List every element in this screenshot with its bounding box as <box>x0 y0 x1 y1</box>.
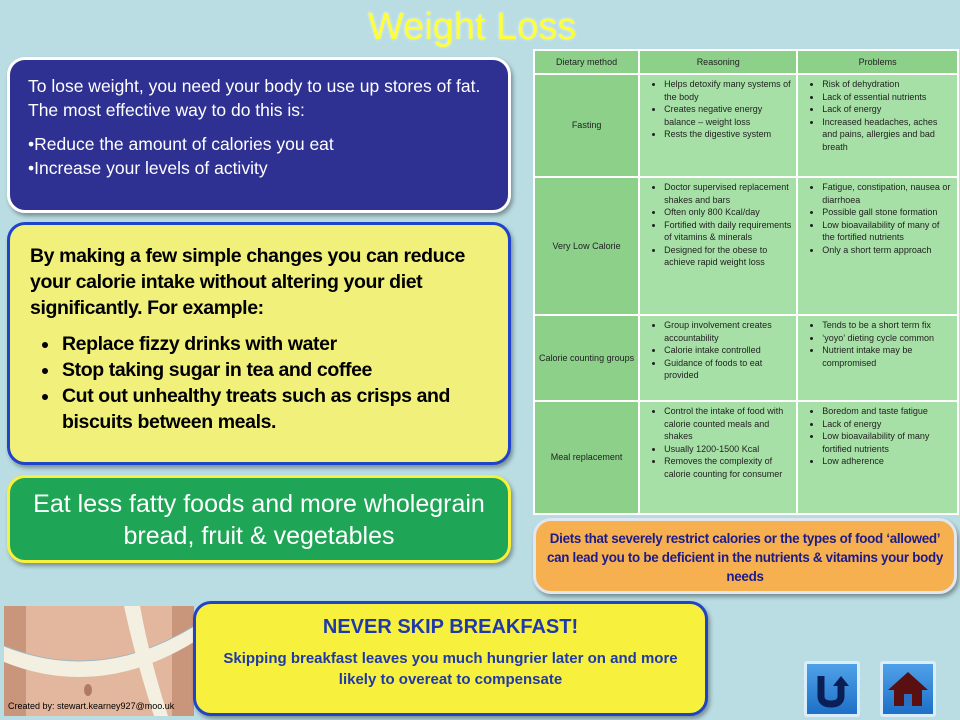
reasoning-item: • Group involvement creates accountability <box>664 319 792 344</box>
credit-text: Created by: stewart.kearney927@moo.uk <box>8 701 175 711</box>
method-cell: Fasting <box>534 74 639 177</box>
simple-changes-heading: By making a few simple changes you can reduce your calorie intake without altering your diet significantly. For example: <box>30 245 465 319</box>
diet-methods-table-container <box>533 49 959 511</box>
tape-measure-illustration <box>4 606 194 716</box>
reasoning-item: • Helps detoxify many systems of the body <box>664 78 792 103</box>
problems-cell <box>797 177 958 315</box>
problem-item: • Only a short term approach <box>822 244 953 257</box>
table-row-calorie-counting <box>534 315 958 401</box>
problem-item: • Lack of energy <box>822 103 953 116</box>
nutrient-warning-box <box>533 518 957 594</box>
simple-changes-list <box>30 331 494 435</box>
nutrient-warning-text: Diets that severely restrict calories or the types of food ‘allowed’ can lead you to be deficient in the nutrients & vitamins your body needs <box>546 531 944 584</box>
problem-item: • Increased headaches, aches and pains, allergies and bad breath <box>822 116 953 154</box>
intro-box <box>7 57 511 213</box>
reasoning-item: • Rests the digestive system <box>664 128 792 141</box>
reasoning-item: • Calorie intake controlled <box>664 344 792 357</box>
problem-item: • Lack of essential nutrients <box>822 91 953 104</box>
problem-item: • Lack of energy <box>822 418 953 431</box>
problem-item: • Possible gall stone formation <box>822 206 953 219</box>
problem-item: • Risk of dehydration <box>822 78 953 91</box>
table-header-row <box>534 50 958 74</box>
header-reasoning: Reasoning <box>639 50 797 74</box>
back-button[interactable] <box>804 661 860 717</box>
problems-cell <box>797 74 958 177</box>
simple-changes-bullet: • Stop taking sugar in tea and coffee <box>60 357 494 383</box>
problem-item: • Low bioavailability of many fortified nutrients <box>822 430 953 455</box>
problems-cell <box>797 315 958 401</box>
intro-bullet: • Increase your levels of activity <box>28 156 496 180</box>
reasoning-item: • Usually 1200-1500 Kcal <box>664 443 792 456</box>
problem-item: • Fatigue, constipation, nausea or diarrhoea <box>822 181 953 206</box>
breakfast-text: Skipping breakfast leaves you much hungrier later on and more likely to overeat to compensate <box>223 650 678 688</box>
u-turn-back-icon <box>807 664 857 714</box>
reasoning-item: • Guidance of foods to eat provided <box>664 357 792 382</box>
simple-changes-bullet: • Replace fizzy drinks with water <box>60 331 494 357</box>
reasoning-cell <box>639 401 797 514</box>
breakfast-box <box>193 601 708 716</box>
problems-cell <box>797 401 958 514</box>
intro-text: To lose weight, you need your body to use up stores of fat. The most effective way to do this is: <box>28 76 481 120</box>
diet-methods-table <box>533 49 959 515</box>
problem-item: • Low bioavailability of many of the fortified nutrients <box>822 219 953 244</box>
method-cell: Calorie counting groups <box>534 315 639 401</box>
reasoning-item: • Doctor supervised replacement shakes and bars <box>664 181 792 206</box>
reasoning-item: • Designed for the obese to achieve rapid weight loss <box>664 244 792 269</box>
page-title: Weight Loss <box>368 6 577 48</box>
table-row-fasting <box>534 74 958 177</box>
breakfast-title: NEVER SKIP BREAKFAST! <box>322 616 579 638</box>
tape-measure-waist-photo <box>4 606 194 716</box>
method-cell: Meal replacement <box>534 401 639 514</box>
problem-item: • Low adherence <box>822 455 953 468</box>
problem-item: • Tends to be a short term fix <box>822 319 953 332</box>
problem-item: • Nutrient intake may be compromised <box>822 344 953 369</box>
reasoning-item: • Often only 800 Kcal/day <box>664 206 792 219</box>
table-row-very-low-calorie <box>534 177 958 315</box>
reasoning-cell <box>639 315 797 401</box>
reasoning-item: • Control the intake of food with calorie counted meals and shakes <box>664 405 792 443</box>
home-button[interactable] <box>880 661 936 717</box>
problem-item: • ‘yoyo’ dieting cycle common <box>822 332 953 345</box>
reasoning-item: • Fortified with daily requirements of vitamins & minerals <box>664 219 792 244</box>
intro-list <box>28 132 496 180</box>
eat-less-text: Eat less fatty foods and more wholegrain bread, fruit & vegetables <box>33 490 485 550</box>
intro-bullet: • Reduce the amount of calories you eat <box>28 132 496 156</box>
reasoning-item: • Removes the complexity of calorie counting for consumer <box>664 455 792 480</box>
method-cell: Very Low Calorie <box>534 177 639 315</box>
reasoning-cell <box>639 177 797 315</box>
reasoning-cell <box>639 74 797 177</box>
header-problems: Problems <box>797 50 958 74</box>
eat-less-box <box>7 475 511 563</box>
simple-changes-box <box>7 222 511 465</box>
simple-changes-bullet: • Cut out unhealthy treats such as crisps and biscuits between meals. <box>60 383 494 435</box>
home-icon <box>883 664 933 714</box>
table-row-meal-replacement <box>534 401 958 514</box>
reasoning-item: • Creates negative energy balance – weight loss <box>664 103 792 128</box>
problem-item: • Boredom and taste fatigue <box>822 405 953 418</box>
header-dietary-method: Dietary method <box>534 50 639 74</box>
